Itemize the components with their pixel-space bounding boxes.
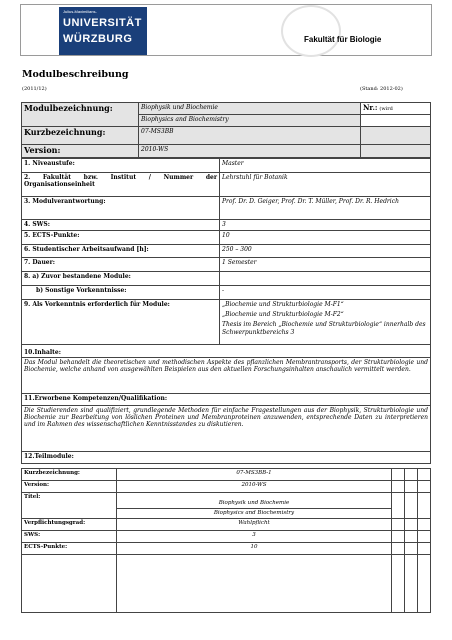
- sws-label: 4. SWS:: [22, 220, 220, 231]
- niveaustufe-value: Master: [220, 159, 431, 173]
- sub-titel-value: [117, 493, 392, 519]
- academic-year: (2011/12): [22, 86, 47, 92]
- vorkenntnisse-value: -: [220, 286, 431, 300]
- sub-kurzbezeichnung-label: Kurzbezeichnung:: [22, 469, 117, 481]
- niveaustufe-label: 1. Niveaustufe:: [22, 159, 220, 173]
- fakultaet-label: 2. Fakultät bzw. Institut / Nummer der Organisationseinheit: [22, 173, 220, 197]
- inhalte-text: Das Modul behandelt die theoretischen und methodischen Aspekte des pflanzlichen Membrantransports, der Strukturbiologie und Biochemie, welche anhand von ausgewählten Beispielen aus den aktuellen Forschungsinhalten anschaulich vermittelt werden.: [22, 358, 431, 394]
- sub-titel-en: Biophysics and Biochemistry: [213, 510, 295, 517]
- sub-kurzbezeichnung-value: 07-MS3BB-1: [117, 469, 392, 481]
- vorkenntnis-fuer-item: Thesis im Bereich „Biochemie und Strukturbiologie“ innerhalb des Schwerpunktbereichs 3: [222, 321, 426, 336]
- vorkenntnisse-label: b) Sonstige Vorkenntnisse:: [22, 286, 220, 300]
- modulbezeichnung-en: Biophysics and Biochemistry: [139, 115, 361, 127]
- page-title: Modulbeschreibung: [22, 69, 129, 80]
- page-header: [20, 4, 432, 56]
- zuvor-module-value: [220, 272, 431, 286]
- submodule-table: [21, 468, 431, 613]
- nr-label: Nr.:: [363, 103, 378, 112]
- sub-sws-value: 3: [117, 531, 392, 543]
- dauer-value: 1 Semester: [220, 258, 431, 272]
- sub-version-value: 2010-WS: [117, 481, 392, 493]
- sub-ects-label: ECTS-Punkte:: [22, 543, 117, 555]
- vorkenntnis-fuer-list: [220, 300, 431, 345]
- fakultaet-value: Lehrstuhl für Botanik: [220, 173, 431, 197]
- sub-verpflichtungsgrad-label: Verpflichtungsgrad:: [22, 519, 117, 531]
- modulverantwortung-label: 3. Modulverantwortung:: [22, 197, 220, 220]
- nr-cell: [361, 103, 431, 115]
- modulbezeichnung-label: Modulbezeichnung:: [22, 103, 139, 127]
- kurzbezeichnung-value: 07-MS3BB: [139, 127, 361, 145]
- faculty-name: Fakultät für Biologie: [304, 35, 382, 44]
- university-logo: [59, 7, 147, 55]
- arbeitsaufwand-label: 6. Studentischer Arbeitsaufwand [h]:: [22, 245, 220, 258]
- seal-watermark: [281, 5, 341, 57]
- dauer-label: 7. Dauer:: [22, 258, 220, 272]
- sub-verpflichtungsgrad-value: Wahlpflicht: [117, 519, 392, 531]
- logo-line1: UNIVERSITÄT: [63, 17, 142, 29]
- sub-titel-label: Titel:: [22, 493, 117, 519]
- sub-titel-de: Biophysik und Biochemie: [117, 500, 391, 510]
- ects-label: 5. ECTS-Punkte:: [22, 231, 220, 245]
- logo-line2: WÜRZBURG: [63, 33, 133, 45]
- module-details-table: [21, 158, 431, 464]
- version-label: Version:: [22, 145, 139, 158]
- logo-small-text: Julius-Maximilians-: [63, 9, 97, 14]
- vorkenntnis-fuer-item: „Biochemie und Strukturbiologie M-F2“: [222, 311, 344, 319]
- document-date: (Stand: 2012-02): [360, 86, 403, 92]
- ects-value: 10: [220, 231, 431, 245]
- kompetenzen-label: 11.Erworbene Kompetenzen/Qualifikation:: [22, 394, 431, 406]
- version-value: 2010-WS: [139, 145, 361, 158]
- kurzbezeichnung-label: Kurzbezeichnung:: [22, 127, 139, 145]
- teilmodule-label: 12.Teilmodule:: [22, 452, 431, 464]
- sub-version-label: Version:: [22, 481, 117, 493]
- sub-sws-label: SWS:: [22, 531, 117, 543]
- vorkenntnis-fuer-label: 9. Als Vorkenntnis erforderlich für Module:: [22, 300, 220, 345]
- zuvor-module-label: 8. a) Zuvor bestandene Module:: [22, 272, 220, 286]
- nr-value: (wird: [379, 106, 393, 112]
- modulbezeichnung-de: Biophysik und Biochemie: [139, 103, 361, 115]
- sub-ects-value: 10: [117, 543, 392, 555]
- arbeitsaufwand-value: 250 – 300: [220, 245, 431, 258]
- module-header-table: [21, 102, 431, 158]
- modulverantwortung-value: Prof. Dr. D. Geiger, Prof. Dr. T. Müller, Prof. Dr. R. Hedrich: [220, 197, 431, 220]
- sws-value: 3: [220, 220, 431, 231]
- kompetenzen-text: Die Studierenden sind qualifiziert, grundlegende Methoden für einfache Fragestellungen aus der Biophysik, Strukturbiologie und Biochemie zur Bearbeitung von löslichen Proteinen und Membranproteinen anzuwenden, entsprechende Daten zu interpretieren und im Rahmen des wissenschaftlichen Kenntnisstandes zu diskutieren.: [22, 406, 431, 452]
- vorkenntnis-fuer-item: „Biochemie und Strukturbiologie M-F1“: [222, 301, 344, 308]
- inhalte-label: 10.Inhalte:: [22, 345, 431, 358]
